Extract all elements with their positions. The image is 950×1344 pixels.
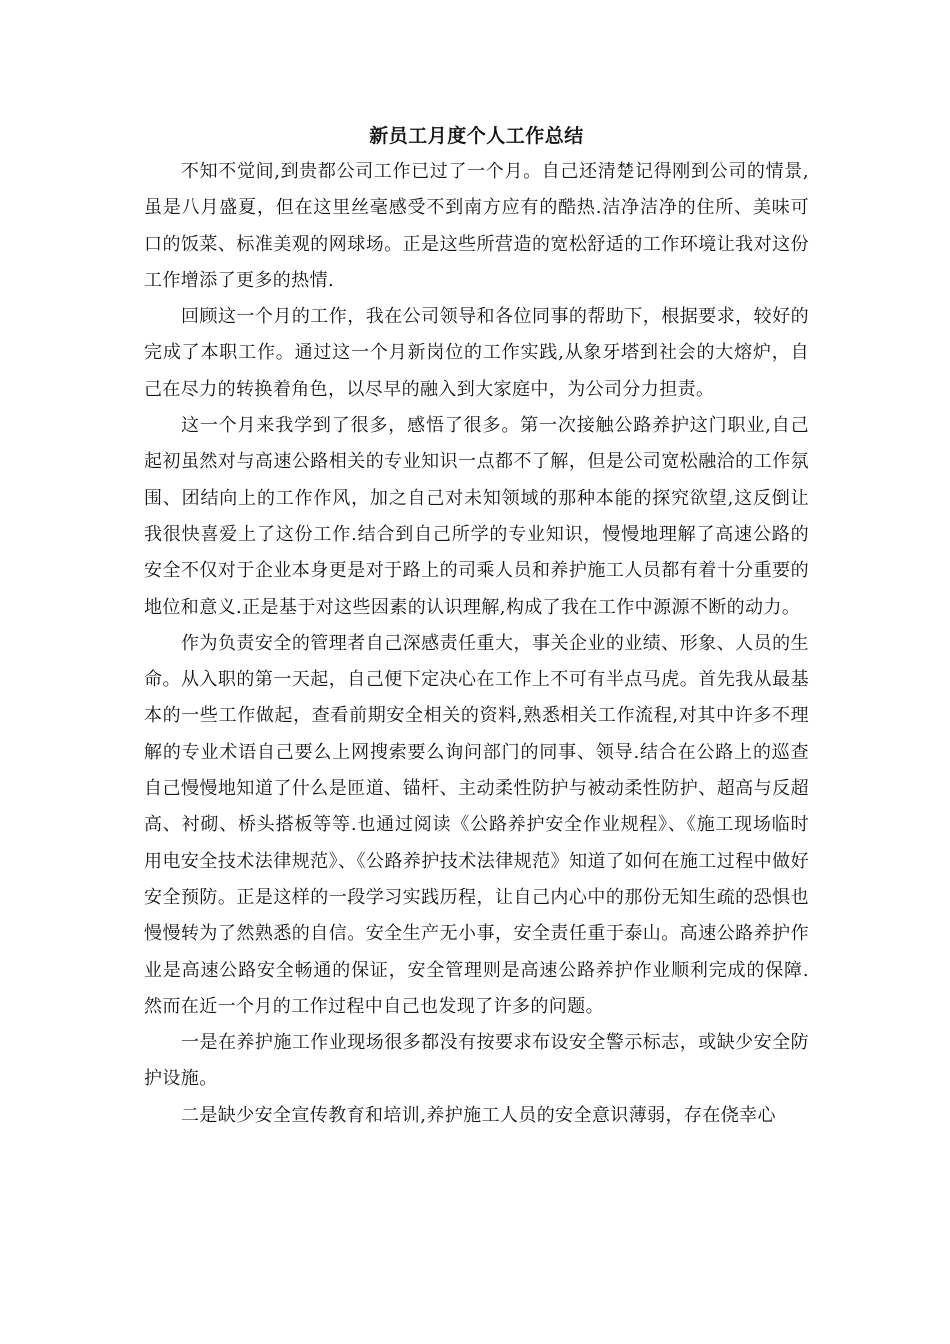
paragraph: 一是在养护施工作业现场很多都没有按要求布设安全警示标志，或缺少安全防护设施。 xyxy=(144,1032,809,1090)
paragraph: 这一个月来我学到了很多，感悟了很多。第一次接触公路养护这门职业,自己起初虽然对与高速公路相关的专业知识一点都不了解，但是公司宽松融洽的工作氛围、团结向上的工作作风，加之自己对未知领域的那种本能的探究欲望,这反倒让我很快喜爱上了这份工作.结合到自己所学的专业知识，慢慢地理解了高速公路的安全不仅对于企业本身更是对于路上的司乘人员和养护施工人员都有着十分重要的地位和意义.正是基于对这些因素的认识理解,构成了我在工作中源源不断的动力。 xyxy=(144,415,809,618)
paragraph: 回顾这一个月的工作，我在公司领导和各位同事的帮助下，根据要求，较好的完成了本职工作。通过这一个月新岗位的工作实践,从象牙塔到社会的大熔炉，自己在尽力的转换着角色，以尽早的融入到大家庭中，为公司分力担责。 xyxy=(144,306,809,400)
paragraph: 不知不觉间,到贵都公司工作已过了一个月。自己还清楚记得刚到公司的情景,虽是八月盛夏，但在这里丝毫感受不到南方应有的酷热.洁净洁净的住所、美味可口的饭菜、标准美观的网球场。正是这些所营造的宽松舒适的工作环境让我对这份工作增添了更多的热情. xyxy=(144,161,809,291)
document-title: 新员工月度个人工作总结 xyxy=(369,125,584,147)
document-page xyxy=(144,118,809,1134)
paragraph: 作为负责安全的管理者自己深感责任重大，事关企业的业绩、形象、人员的生命。从入职的第一天起，自己便下定决心在工作上不可有半点马虎。首先我从最基本的一些工作做起，查看前期安全相关的资料,熟悉相关工作流程,对其中许多不理解的专业术语自己要么上网搜索要么询问部门的同事、领导.结合在公路上的巡查自己慢慢地知道了什么是匝道、锚杆、主动柔性防护与被动柔性防护、超高与反超高、衬砌、桥头搭板等等.也通过阅读《公路养护安全作业规程》、《施工现场临时用电安全技术法律规范》、《公路养护技术法律规范》知道了如何在施工过程中做好安全预防。正是这样的一段学习实践历程，让自己内心中的那份无知生疏的恐惧也慢慢转为了然熟悉的自信。安全生产无小事，安全责任重于泰山。高速公路养护作业是高速公路安全畅通的保证，安全管理则是高速公路养护作业顺利完成的保障.然而在近一个月的工作过程中自己也发现了许多的问题。 xyxy=(144,632,809,1017)
paragraph: 二是缺少安全宣传教育和培训,养护施工人员的安全意识薄弱，存在侥幸心 xyxy=(181,1104,776,1126)
